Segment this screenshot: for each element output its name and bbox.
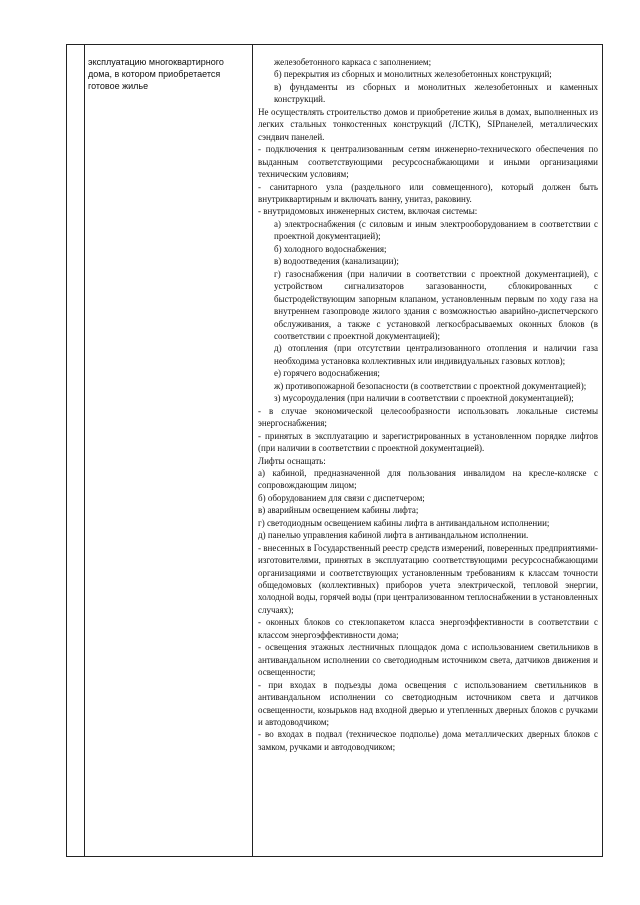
description-paragraph: з) мусороудаления (при наличии в соответствии с проектной документацией); (274, 393, 574, 404)
description-paragraph: - внутридомовых инженерных систем, включая системы: (258, 206, 478, 217)
description-paragraph: б) холодного водоснабжения; (274, 243, 387, 254)
table-column-divider-1 (84, 44, 85, 856)
description-paragraph: г) газоснабжения (при наличии в соответствии с проектной документацией), с устройством сигнализаторов загазованности, сблокированных с быстродействующим запорным клапаном, установленным первым по ходу газа на внутреннем газопроводе жилого здания с возможностью аварийно-диспетчерского обслуживания, а также с установкой легкосбрасываемых оконных блоков (в соответствии с проектной документацией); (274, 268, 598, 341)
table-cell-description (258, 56, 598, 753)
description-paragraph: - в случае экономической целесообразности использовать локальные системы энергоснабжения; (258, 405, 598, 429)
description-paragraph: Лифты оснащать: (258, 455, 326, 466)
description-paragraph: - освещения этажных лестничных площадок дома с использованием светильников в антивандальном исполнении со светодиодным источником света, датчиков движения и освещенности; (258, 642, 598, 678)
table-border-right (602, 44, 603, 856)
description-paragraph: - санитарного узла (раздельного или совмещенного), который должен быть внутриквартирным и включать ванну, унитаз, раковину. (258, 181, 598, 204)
description-paragraph: железобетонного каркаса с заполнением; (274, 57, 432, 67)
table-border-bottom (66, 856, 603, 857)
description-paragraph: д) панелью управления кабиной лифта в антивандальном исполнении. (258, 530, 529, 541)
description-paragraph: д) отопления (при отсутствии централизованного отопления и наличии газа необходима установка коллективных или индивидуальных газовых котлов); (274, 343, 598, 366)
table-cell-requirement (88, 56, 248, 92)
table-border-left (66, 44, 67, 856)
description-paragraph: - при входах в подъезды дома освещения с использованием светильников в антивандальном исполнении со светодиодным источником света и датчиков освещенности, козырьков над входной дверью и утепленных дверных блоков с ручками и автодоводчиком; (258, 679, 598, 728)
description-paragraph: а) электроснабжения (с силовым и иным электрооборудованием в соответствии с проектной документацией); (274, 218, 598, 242)
description-paragraph: а) кабиной, предназначенной для пользования инвалидом на кресле-коляске с сопровождающим лицом; (258, 467, 598, 491)
description-paragraph: е) горячего водоснабжения; (274, 368, 380, 379)
table-column-divider-2 (252, 44, 253, 856)
description-paragraph: в) аварийным освещением кабины лифта; (258, 505, 419, 516)
description-paragraph: в) водоотведения (канализации); (274, 256, 399, 267)
description-paragraph: ж) противопожарной безопасности (в соответствии с проектной документацией); (274, 380, 587, 391)
description-paragraph: - подключения к централизованным сетям инженерно-технического обеспечения по выданным соответствующими ресурсоснабжающими и иными организациями техническим условиям; (258, 144, 598, 180)
description-paragraph: г) светодиодным освещением кабины лифта в антивандальном исполнении; (258, 517, 550, 528)
description-paragraph: Не осуществлять строительство домов и приобретение жилья в домах, выполненных из легких стальных тонкостенных конструкций (ЛСТК), SIPпанелей, металлических сэндвич панелей. (258, 106, 598, 142)
requirement-text: эксплуатацию многоквартирного дома, в котором приобретается готовое жилье (88, 57, 224, 91)
description-paragraph: б) перекрытия из сборных и монолитных железобетонных конструкций; (274, 69, 552, 80)
description-paragraph: - оконных блоков со стеклопакетом класса энергоэффективности в соответствии с классом энергоэффективности дома; (258, 617, 598, 640)
table-border-top (66, 44, 603, 45)
description-paragraph: - внесенных в Государственный реестр средств измерений, поверенных предприятиями-изготовителями, принятых в эксплуатацию соответствующими ресурсоснабжающими организациями и соответствующих установленным требованиям к классам точности общедомовых (коллективных) приборов учета электрической, тепловой энергии, холодной воды, горячей воды (при централизованном теплоснабжении в установленных случаях); (258, 542, 598, 615)
description-paragraph: - во входах в подвал (техническое подполье) дома металлических дверных блоков с замком, ручками и автодоводчиком; (258, 729, 598, 752)
description-paragraph: б) оборудованием для связи с диспетчером; (258, 492, 425, 503)
description-paragraph: в) фундаменты из сборных и монолитных железобетонных и каменных конструкций. (274, 81, 598, 105)
description-paragraph: - принятых в эксплуатацию и зарегистрированных в установленном порядке лифтов (при наличии в соответствии с проектной документацией). (258, 430, 598, 454)
